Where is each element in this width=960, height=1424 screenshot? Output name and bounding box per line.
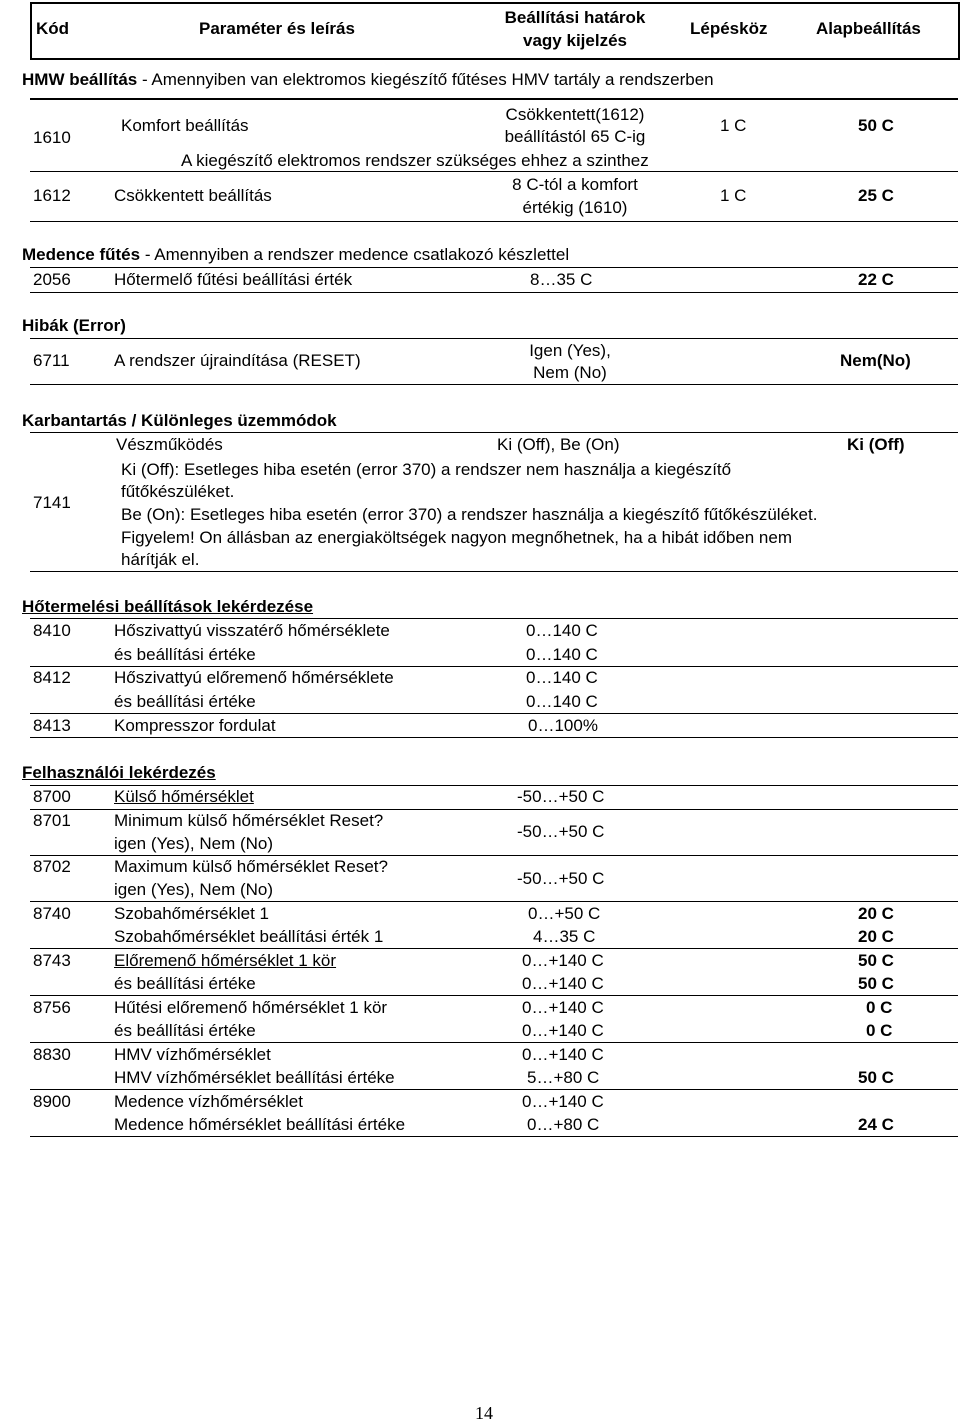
table-row-limits: 0…+140 C bbox=[522, 974, 604, 993]
row-8700-code: 8700 bbox=[33, 787, 71, 806]
row-8701-code: 8701 bbox=[33, 811, 71, 830]
section-title-errors: Hibák (Error) bbox=[22, 316, 126, 335]
row-6711-limits-2: Nem (No) bbox=[533, 363, 607, 382]
divider bbox=[30, 571, 958, 572]
row-1610-step: 1 C bbox=[720, 116, 747, 135]
table-row-name: Medence hőmérséklet beállítási értéke bbox=[114, 1115, 406, 1134]
divider bbox=[30, 948, 958, 949]
table-row-default: 50 C bbox=[858, 951, 894, 970]
table-row-default: 0 C bbox=[866, 998, 893, 1017]
row-8701-limits: -50…+50 C bbox=[517, 822, 605, 841]
table-row-name: és beállítási értéke bbox=[114, 1021, 256, 1040]
row-1610-name: Komfort beállítás bbox=[121, 116, 249, 135]
table-row-limits: 0…140 C bbox=[526, 621, 598, 640]
row-8701-name-2: igen (Yes), Nem (No) bbox=[114, 834, 274, 853]
divider bbox=[30, 98, 958, 100]
row-2056-default: 22 C bbox=[858, 270, 894, 289]
divider bbox=[30, 221, 958, 222]
divider bbox=[30, 1089, 958, 1090]
table-row-limits: 0…+140 C bbox=[522, 1092, 604, 1111]
section-title-pool: Medence fűtés - Amennyiben a rendszer medence csatlakozó készlettel bbox=[22, 245, 570, 264]
row-8701-name-1: Minimum külső hőmérséklet Reset? bbox=[114, 811, 384, 830]
table-row-default: 50 C bbox=[858, 1068, 894, 1087]
table-row-limits: 0…+80 C bbox=[527, 1115, 600, 1134]
row-2056-name: Hőtermelő fűtési beállítási érték bbox=[114, 270, 353, 289]
table-row-default: 24 C bbox=[858, 1115, 894, 1134]
table-row-limits: 0…140 C bbox=[526, 645, 598, 664]
table-row-name: Szobahőmérséklet beállítási érték 1 bbox=[114, 927, 384, 946]
row-7141-default: Ki (Off) bbox=[847, 435, 905, 454]
row-1612-limits-1: 8 C-tól a komfort bbox=[512, 175, 638, 194]
divider bbox=[30, 171, 958, 172]
row-1612-limits-2: értékig (1610) bbox=[522, 198, 628, 217]
divider bbox=[30, 713, 958, 714]
row-7141-code: 7141 bbox=[33, 493, 71, 512]
header-limits-line2: vagy kijelzés bbox=[523, 31, 627, 50]
table-row-name: és beállítási értéke bbox=[114, 974, 256, 993]
divider bbox=[30, 618, 958, 619]
divider bbox=[30, 737, 958, 738]
row-2056-limits: 8…35 C bbox=[530, 270, 593, 289]
table-row-code: 8900 bbox=[33, 1092, 71, 1111]
table-row-limits: 0…140 C bbox=[526, 668, 598, 687]
row-6711-name: A rendszer újraindítása (RESET) bbox=[114, 351, 361, 370]
table-row-name: Hűtési előremenő hőmérséklet 1 kör bbox=[114, 998, 388, 1017]
row-1612-code: 1612 bbox=[33, 186, 71, 205]
table-row-code: 8413 bbox=[33, 716, 71, 735]
header-default: Alapbeállítás bbox=[816, 19, 921, 38]
table-row-limits: 0…+140 C bbox=[522, 951, 604, 970]
divider bbox=[30, 338, 958, 339]
table-row-limits: 5…+80 C bbox=[527, 1068, 600, 1087]
table-row-limits: 0…+140 C bbox=[522, 998, 604, 1017]
row-7141-desc-2: fűtőkészüléket. bbox=[121, 482, 235, 501]
table-row-code: 8412 bbox=[33, 668, 71, 687]
divider bbox=[30, 1136, 958, 1137]
row-1610-limits-2: beállítástól 65 C-ig bbox=[504, 127, 646, 146]
row-6711-limits-1: Igen (Yes), bbox=[529, 341, 611, 360]
table-row-name: Előremenő hőmérséklet 1 kör bbox=[114, 951, 337, 970]
header-limits-line1: Beállítási határok bbox=[504, 8, 646, 27]
row-1612-step: 1 C bbox=[720, 186, 747, 205]
divider bbox=[30, 384, 958, 385]
divider bbox=[30, 292, 958, 293]
table-row-limits: 0…140 C bbox=[526, 692, 598, 711]
table-row-name: és beállítási értéke bbox=[114, 692, 256, 711]
row-7141-desc-1: Ki (Off): Esetleges hiba esetén (error 370) a rendszer nem használja a kiegészítő bbox=[121, 460, 732, 479]
page-number: 14 bbox=[475, 1403, 493, 1423]
row-6711-code: 6711 bbox=[33, 351, 70, 370]
row-7141-limits: Ki (Off), Be (On) bbox=[497, 435, 620, 454]
table-row-name: Medence vízhőmérséklet bbox=[114, 1092, 303, 1111]
header-code: Kód bbox=[36, 19, 70, 38]
row-8702-limits: -50…+50 C bbox=[517, 869, 605, 888]
section-title-maintenance: Karbantartás / Különleges üzemmódok bbox=[22, 411, 337, 430]
row-7141-name: Vészműködés bbox=[116, 435, 223, 454]
section-title-heat-generation: Hőtermelési beállítások lekérdezése bbox=[22, 597, 314, 616]
table-row-limits: 0…+140 C bbox=[522, 1021, 604, 1040]
table-row-code: 8743 bbox=[33, 951, 71, 970]
divider bbox=[30, 432, 958, 433]
section-title-hmw: HMW beállítás - Amennyiben van elektromos kiegészítő fűtéses HMV tartály a rendszerben bbox=[22, 70, 714, 89]
table-row-code: 8756 bbox=[33, 998, 71, 1017]
row-1612-default: 25 C bbox=[858, 186, 894, 205]
row-7141-desc-4: Figyelem! On állásban az energiaköltségek nagyon megnőhetnek, ha a hibát időben nem bbox=[121, 528, 792, 547]
table-row-name: és beállítási értéke bbox=[114, 645, 256, 664]
table-row-default: 0 C bbox=[866, 1021, 893, 1040]
divider bbox=[30, 267, 958, 268]
row-2056-code: 2056 bbox=[33, 270, 71, 289]
divider bbox=[30, 1042, 958, 1043]
divider bbox=[30, 995, 958, 996]
table-row-limits: 0…+140 C bbox=[522, 1045, 604, 1064]
table-row-name: Kompresszor fordulat bbox=[114, 716, 276, 735]
table-row-name: HMV vízhőmérséklet beállítási értéke bbox=[114, 1068, 395, 1087]
table-row-name: HMV vízhőmérséklet bbox=[114, 1045, 271, 1064]
table-row-limits: 0…100% bbox=[528, 716, 598, 735]
section-title-user-queries: Felhasználói lekérdezés bbox=[22, 763, 216, 782]
row-7141-desc-3: Be (On): Esetleges hiba esetén (error 370) a rendszer használja a kiegészítő fűtőkészüléket. bbox=[121, 505, 818, 524]
table-row-default: 50 C bbox=[858, 974, 894, 993]
row-1610-limits-1: Csökkentett(1612) bbox=[505, 105, 645, 124]
row-8702-code: 8702 bbox=[33, 857, 71, 876]
row-1610-note: A kiegészítő elektromos rendszer szükséges ehhez a szinthez bbox=[181, 151, 649, 170]
table-row-code: 8410 bbox=[33, 621, 71, 640]
row-1612-name: Csökkentett beállítás bbox=[114, 186, 272, 205]
table-row-default: 20 C bbox=[858, 904, 894, 923]
table-row-code: 8740 bbox=[33, 904, 71, 923]
row-6711-default: Nem(No) bbox=[840, 351, 911, 370]
table-row-limits: 4…35 C bbox=[533, 927, 596, 946]
table-row-limits: 0…+50 C bbox=[528, 904, 601, 923]
divider bbox=[30, 901, 958, 902]
table-row-default: 20 C bbox=[858, 927, 894, 946]
header-step: Lépésköz bbox=[690, 19, 768, 38]
row-7141-desc-5: hárítják el. bbox=[121, 550, 200, 569]
row-8700-limits: -50…+50 C bbox=[517, 787, 605, 806]
row-1610-code: 1610 bbox=[33, 128, 71, 147]
table-row-name: Hőszivattyú előremenő hőmérséklete bbox=[114, 668, 394, 687]
row-8700-name: Külső hőmérséklet bbox=[114, 787, 254, 806]
header-parameter: Paraméter és leírás bbox=[199, 19, 355, 38]
row-1610-default: 50 C bbox=[858, 116, 894, 135]
row-8702-name-1: Maximum külső hőmérséklet Reset? bbox=[114, 857, 388, 876]
table-row-name: Szobahőmérséklet 1 bbox=[114, 904, 269, 923]
row-8702-name-2: igen (Yes), Nem (No) bbox=[114, 880, 274, 899]
table-row-code: 8830 bbox=[33, 1045, 71, 1064]
table-row-name: Hőszivattyú visszatérő hőmérséklete bbox=[114, 621, 390, 640]
